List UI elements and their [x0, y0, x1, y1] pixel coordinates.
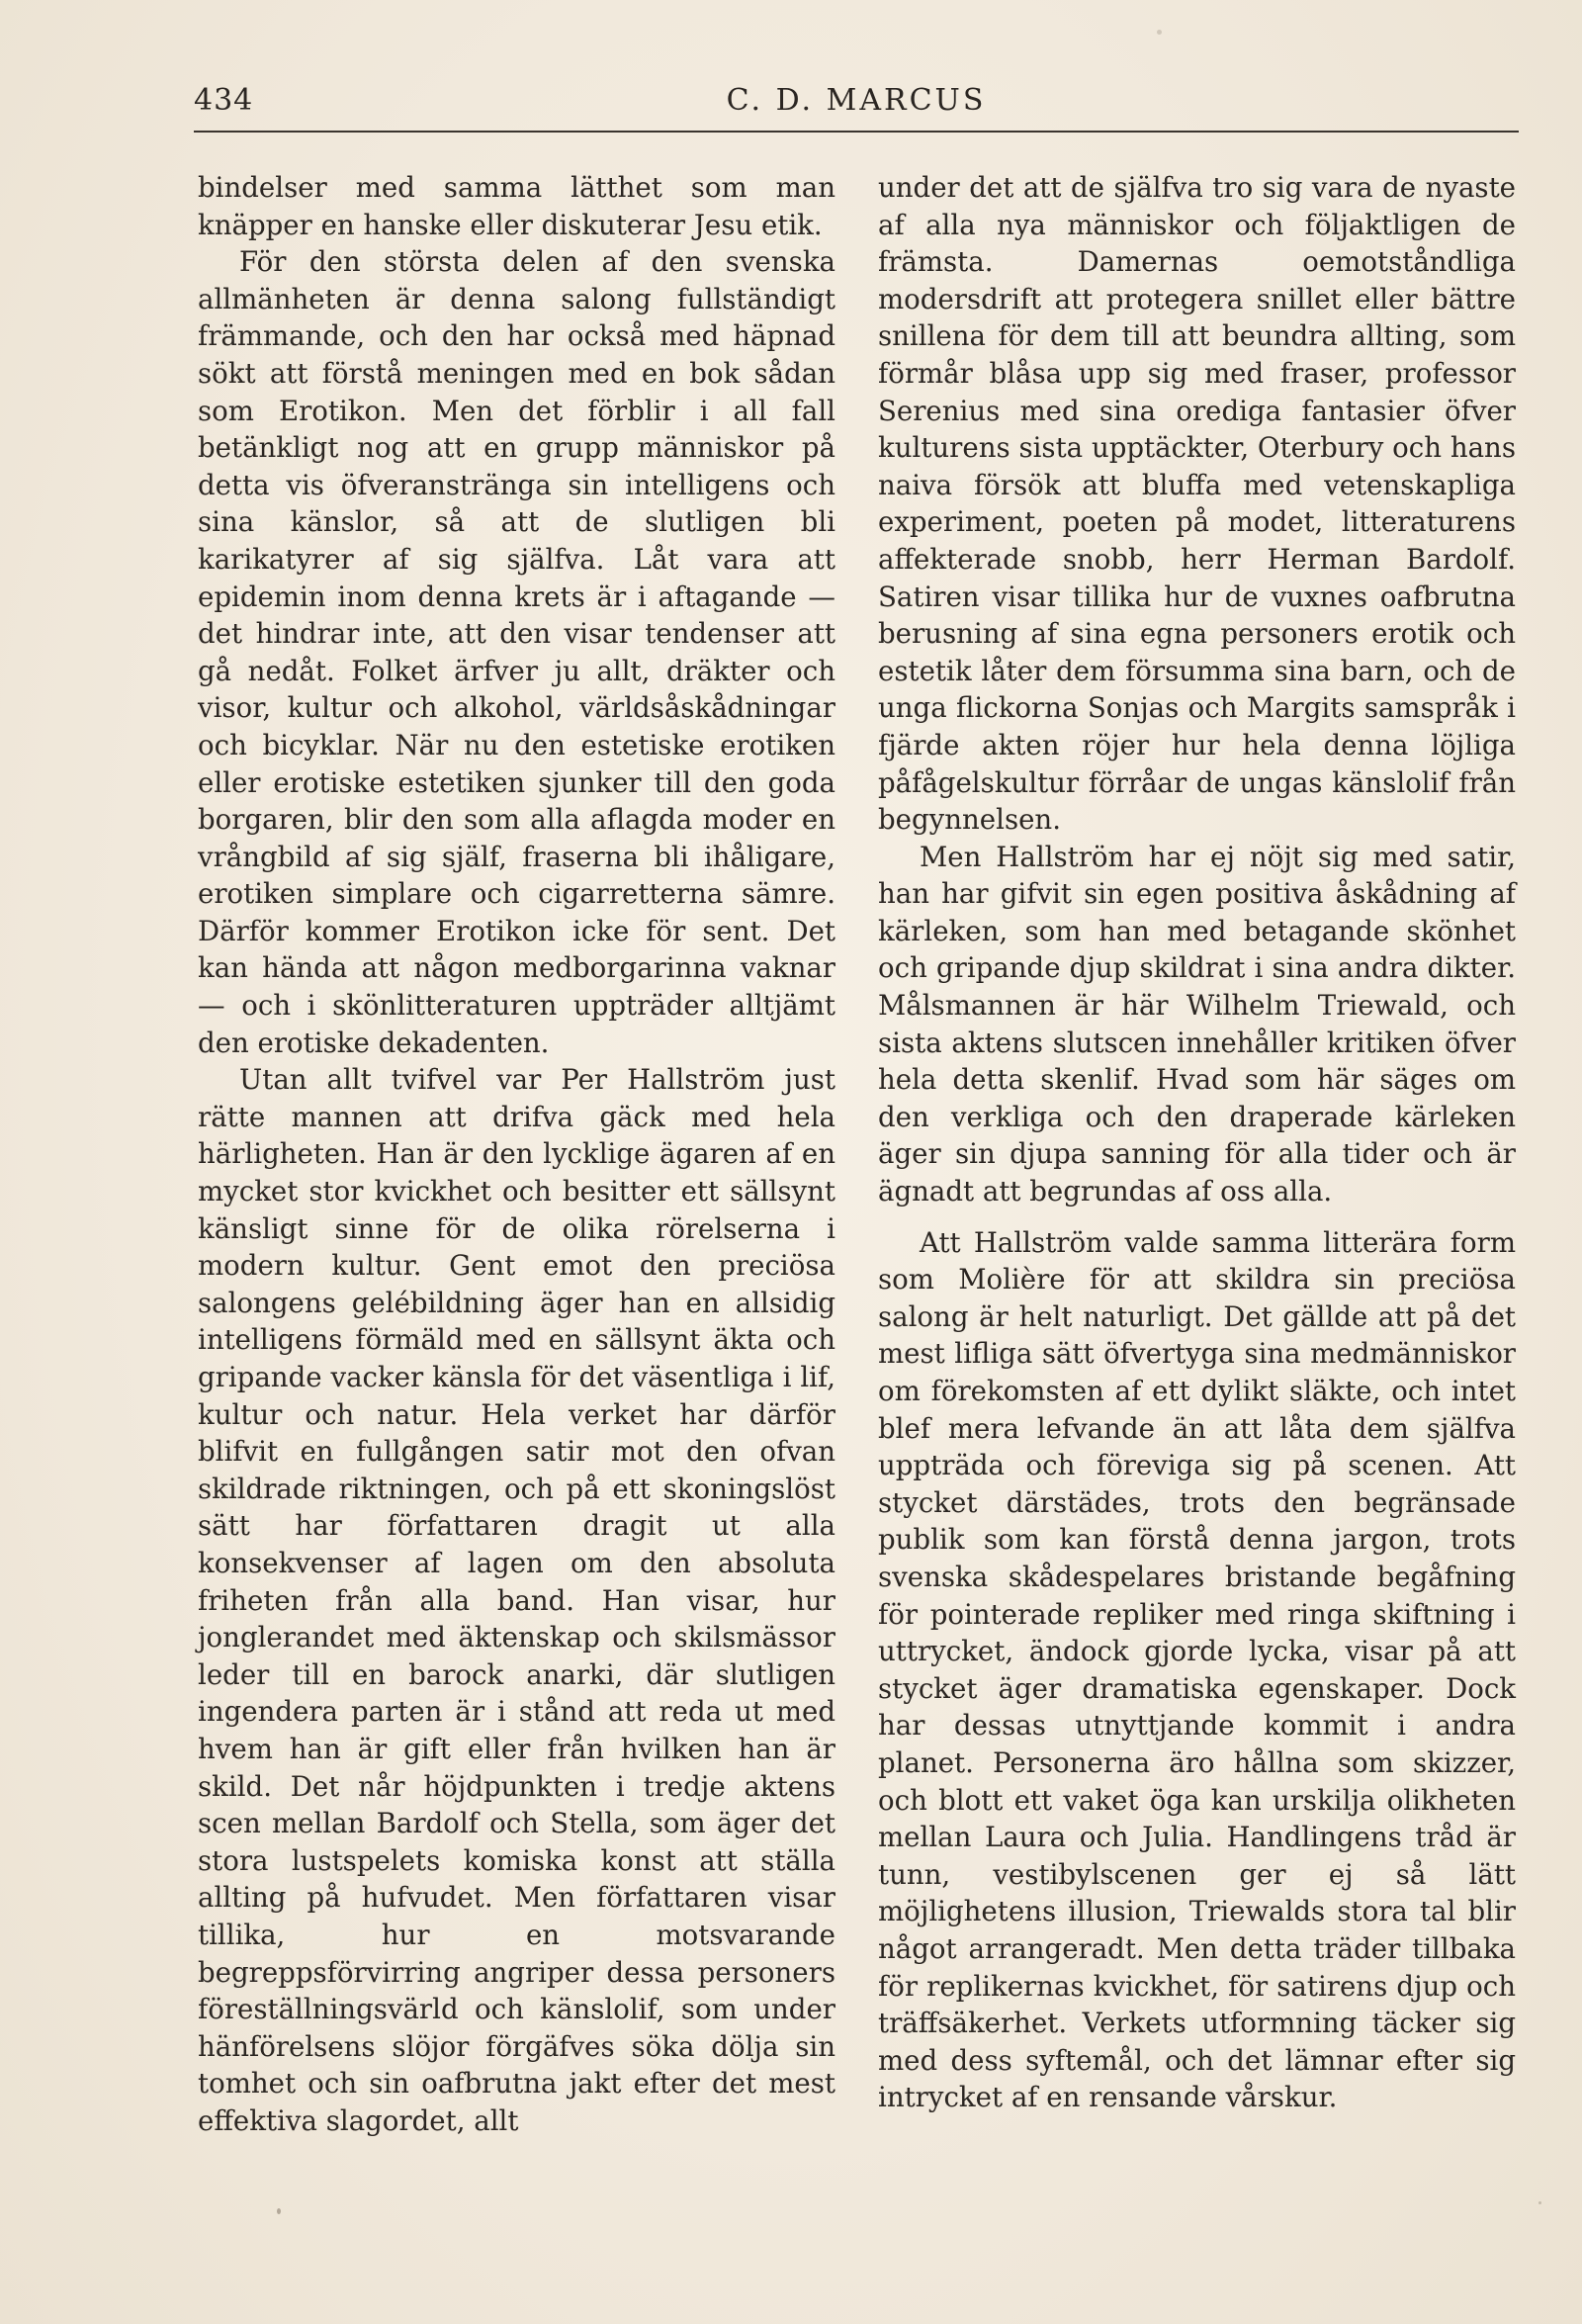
paragraph: Men Hallström har ej nöjt sig med satir, han har gifvit sin egen positiva åskådning af kärleken, som han med betagande skönhet och gripande djup skildrat i sina andra dikter. Målsmannen är här Wilhelm Triewald, och sista aktens slutscen innehåller kritiken öfver hela detta skenlif. Hvad som här säges om den verkliga och den draperade kärleken äger sin djupa sanning för alla tider och är ägnadt att begrundas af oss alla.: [878, 840, 1516, 1208]
paper-speck: [1157, 30, 1162, 35]
paper-speck: [1538, 2201, 1541, 2204]
paragraph: bindelser med samma lätthet som man knäpper en hanske eller diskuterar Jesu etik.: [198, 171, 835, 241]
paragraph: under det att de själfva tro sig vara de nyaste af alla nya människor och följaktligen de främsta. Damernas oemotståndliga modersdrift att protegera snillet eller bättre snillena för dem till att beundra allting, som förmår blåsa upp sig med fraser, professor Serenius med sina orediga fantasier öfver kulturens sista upptäckter, Oterbury och hans naiva försök att bluffa med vetenskapliga experiment, poeten på modet, litteraturens affekterade snobb, herr Herman Bardolf. Satiren visar tillika hur de vuxnes oafbrutna berusning af sina egna personers erotik och estetik låter dem försumma sina barn, och de unga flickorna Sonjas och Margits samspråk i fjärde akten röjer hur hela denna löjliga påfågelskultur förråar de ungas känslolif från begynnelsen.: [878, 171, 1516, 837]
left-column: [198, 169, 835, 2139]
paragraph: För den största delen af den svenska allmänheten är denna salong fullständigt främmande, och den har också med häpnad sökt att förstå meningen med en bok sådan som Erotikon. Men det förblir i all fall betänkligt nog att en grupp människor på detta vis öfveranstränga sin intelligens och sina känslor, så att de slutligen bli karikatyrer af sig själfva. Låt vara att epidemin inom denna krets är i aftagande — det hindrar inte, att den visar tendenser att gå nedåt. Folket ärfver ju allt, dräkter och visor, kultur och alkohol, världsåskådningar och bicyklar. När nu den estetiske erotiken eller erotiske estetiken sjunker till den goda borgaren, blir den som alla aflagda moder en vrångbild af sig själf, fraserna bli ihåligare, erotiken simplare och cigarretterna sämre. Därför kommer Erotikon icke för sent. Det kan hända att någon medborgarinna vaknar — och i skönlitteraturen uppträder alltjämt den erotiske dekadenten.: [198, 245, 835, 1059]
page-number: 434: [194, 83, 254, 118]
page-header: [194, 77, 1519, 133]
right-column: [878, 169, 1516, 2116]
paper-speck: [277, 2208, 281, 2214]
running-head: C. D. MARCUS: [726, 83, 987, 118]
paragraph: Utan allt tvifvel var Per Hallström just rätte mannen att drifva gäck med hela härligheten. Han är den lycklige ägaren af en mycket stor kvickhet och besitter ett sällsynt känsligt sinne för de olika rörelserna i modern kultur. Gent emot den preciösa salongens gelébildning äger han en allsidig intelligens förmäld med en sällsynt äkta och gripande vacker känsla för det väsentliga i lif, kultur och natur. Hela verket har därför blifvit en fullgången satir mot den ofvan skildrade riktningen, och på ett skoningslöst sätt har författaren dragit ut alla konsekvenser af lagen om den absoluta friheten från alla band. Han visar, hur jonglerandet med äktenskap och skilsmässor leder till en barock anarki, där slutligen ingendera parten är i stånd att reda ut med hvem han är gift eller från hvilken han är skild. Det når höjdpunkten i tredje aktens scen mellan Bardolf och Stella, som äger det stora lustspelets komiska konst att ställa allting på hufvudet. Men författaren visar tillika, hur en motsvarande begreppsförvirring angriper dessa personers föreställningsvärld och känslolif, som under hänförelsens slöjor förgäfves söka dölja sin tomhet och sin oafbrutna jakt efter det mest effektiva slagordet, allt: [198, 1063, 835, 2137]
paragraph: Att Hallström valde samma litterära form som Molière för att skildra sin preciösa salong är helt naturligt. Det gällde att på det mest lifliga sätt öfvertyga sina medmänniskor om förekomsten af ett dylikt släkte, och intet blef mera lefvande än att låta dem själfva uppträda och föreviga sig på scenen. Att stycket därstädes, trots den begränsade publik som kan förstå denna jargon, trots svenska skådespelares bristande begåfning för pointerade repliker med ringa skiftning i uttrycket, ändock gjorde lycka, visar på att stycket äger dramatiska egenskaper. Dock har dessas utnyttjande kommit i andra planet. Personerna äro hållna som skizzer, och blott ett vaket öga kan urskilja olikheten mellan Laura och Julia. Handlingens tråd är tunn, vestibylscenen ger ej så lätt möjlighetens illusion, Triewalds stora tal blir något arrangeradt. Men detta träder tillbaka för replikernas kvickhet, för satirens djup och träffsäkerhet. Verkets utformning täcker sig med dess syftemål, och det lämnar efter sig intrycket af en rensande vårskur.: [878, 1225, 1516, 2114]
